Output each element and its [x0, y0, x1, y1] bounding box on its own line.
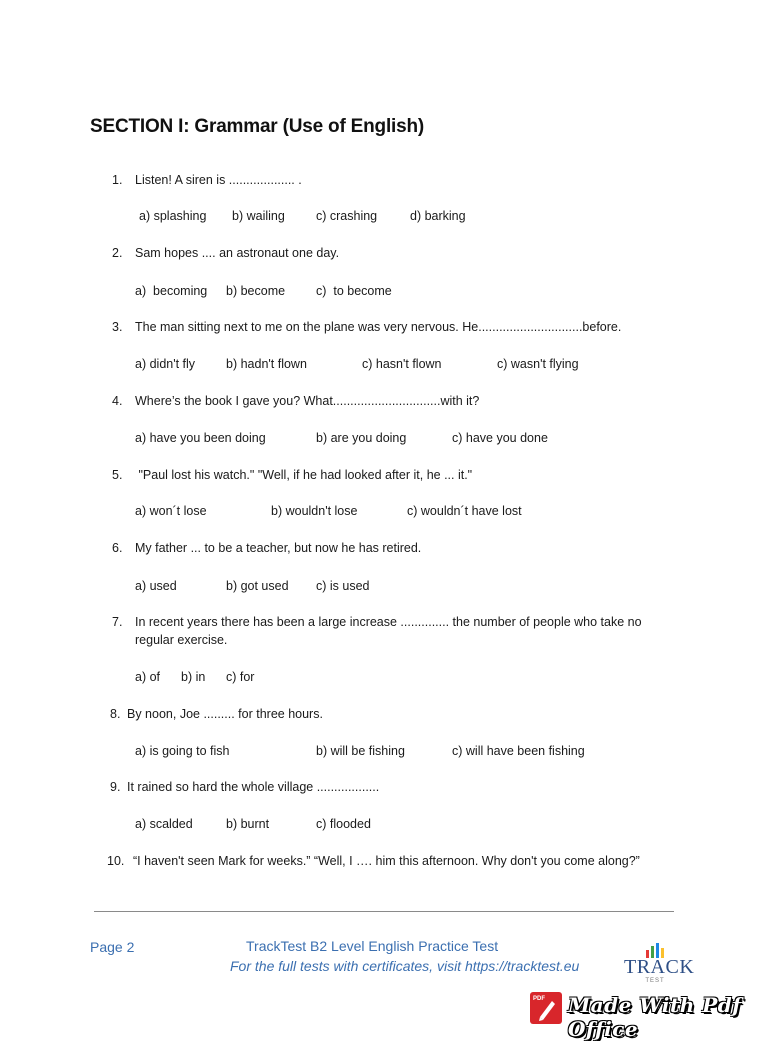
question-text: Sam hopes .... an astronaut one day. — [135, 246, 340, 260]
question-number: 4. — [112, 394, 123, 408]
answer-option: b) wouldn't lose — [271, 504, 358, 518]
answer-option: b) will be fishing — [316, 744, 405, 758]
answer-option: c) have you done — [452, 431, 548, 445]
answer-option: c) flooded — [316, 817, 371, 831]
watermark-text: Made With Pdf Office — [568, 993, 742, 1041]
answer-option: b) hadn't flown — [226, 357, 307, 371]
answer-option: c) wouldn´t have lost — [407, 504, 522, 518]
answer-option: b) wailing — [232, 209, 285, 223]
answer-option: d) barking — [410, 209, 466, 223]
answer-option: c) to become — [316, 284, 392, 298]
question-number: 7. — [112, 615, 123, 629]
answer-option: b) become — [226, 284, 286, 298]
logo-subtext: TEST — [645, 978, 665, 984]
question-number: 1. — [112, 173, 123, 187]
question-text: My father ... to be a teacher, but now he has retired. — [135, 541, 422, 555]
answer-option: a) scalded — [135, 817, 193, 831]
answer-option: a) have you been doing — [135, 431, 266, 445]
answer-option: a) used — [135, 579, 177, 593]
question-number: 9. — [110, 780, 121, 794]
section-title: SECTION I: Grammar (Use of English) — [90, 116, 424, 137]
question-text: By noon, Joe ......... for three hours. — [127, 707, 323, 721]
footer-title: TrackTest B2 Level English Practice Test — [246, 938, 499, 954]
answer-option: a) splashing — [139, 209, 207, 223]
question-text: It rained so hard the whole village .................. — [127, 780, 380, 794]
answer-option: c) for — [226, 670, 255, 684]
question-number: 8. — [110, 707, 121, 721]
watermark — [530, 990, 768, 1041]
question-number: 5. — [112, 468, 123, 482]
question-text-continued: regular exercise. — [135, 633, 228, 647]
pdf-badge-label: PDF — [533, 996, 545, 1002]
pen-icon — [530, 992, 562, 1024]
question-text: “I haven't seen Mark for weeks.” “Well, I …. him this afternoon. Why don't you come along?” — [133, 854, 640, 868]
question-number: 6. — [112, 541, 123, 555]
footer-link[interactable]: For the full tests with certificates, visit https://tracktest.eu — [230, 958, 580, 974]
answer-option: a) of — [135, 670, 161, 684]
answer-option: b) burnt — [226, 817, 270, 831]
page-number: Page 2 — [90, 939, 135, 955]
answer-option: c) wasn't flying — [497, 357, 579, 371]
question-number: 2. — [112, 246, 123, 260]
question-text: Listen! A siren is ................... . — [135, 173, 302, 187]
question-number: 10. — [107, 854, 125, 868]
answer-option: c) crashing — [316, 209, 378, 223]
question-text: "Paul lost his watch." "Well, if he had looked after it, he ... it." — [135, 468, 473, 482]
question-number: 3. — [112, 320, 123, 334]
tracktest-logo — [624, 938, 695, 986]
answer-option: b) got used — [226, 579, 289, 593]
answer-option: c) is used — [316, 579, 370, 593]
question-text: In recent years there has been a large increase .............. the number of people who take no — [135, 615, 642, 629]
logo-wordmark: TRACK — [624, 956, 695, 978]
answer-option: a) won´t lose — [135, 504, 207, 518]
answer-option: c) hasn't flown — [362, 357, 442, 371]
question-text: Where’s the book I gave you? What...............................with it? — [135, 394, 480, 408]
question-text: The man sitting next to me on the plane was very nervous. He..............................before. — [135, 320, 622, 334]
answer-option: b) in — [181, 670, 206, 684]
answer-option: a) didn't fly — [135, 357, 196, 371]
answer-option: a) is going to fish — [135, 744, 230, 758]
footer-divider — [94, 911, 674, 912]
pdf-office-icon — [530, 992, 562, 1024]
answer-option: a) becoming — [135, 284, 208, 298]
answer-option: c) will have been fishing — [452, 744, 585, 758]
answer-option: b) are you doing — [316, 431, 407, 445]
